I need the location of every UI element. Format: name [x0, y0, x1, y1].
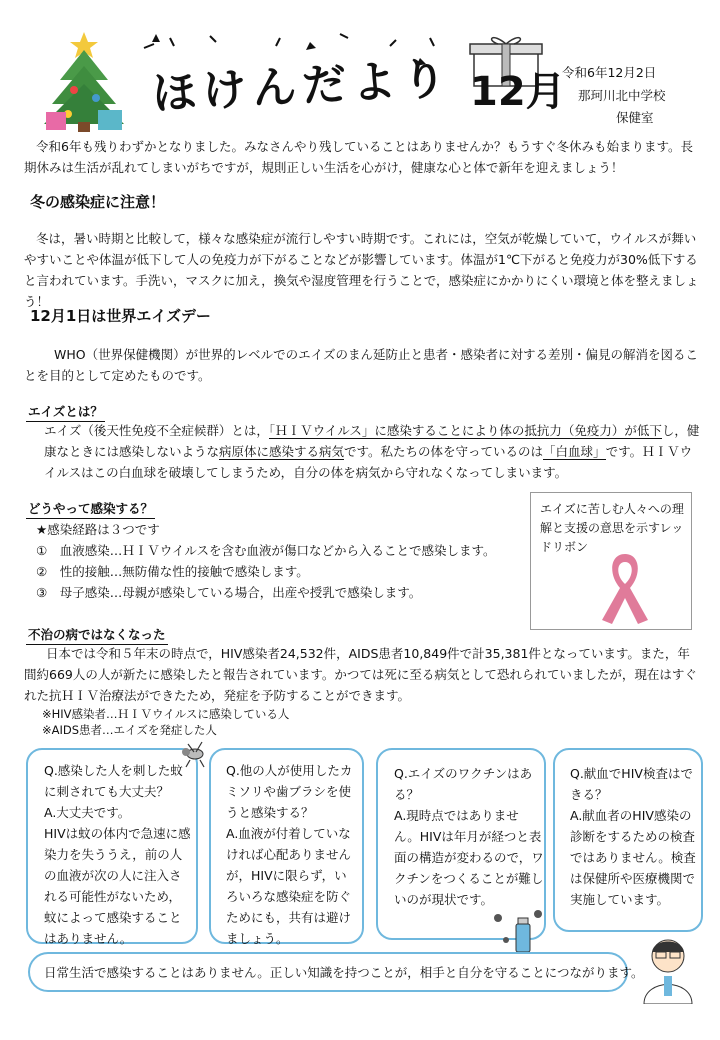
winter-paragraph: 冬は，暑い時期と比較して，様々な感染症が流行しやすい時期です。これには，空気が乾燥していて，ウイルスが舞いやすいことや体温が低下して人の免疫力が下がることなどが影響しています。体温が1℃下がると免疫力が30%低下すると言われています。手洗い，マスクに加え，換気や湿度管理を行うことで，感染症にかかりにくい環境と体を整えましょう！ [24, 231, 699, 309]
qa-text: Q.献血でHIV検査はできる？ A.献血者のHIV感染の診断をするための検査ではありません。検査は保健所や医療機関で実施しています。 [570, 766, 696, 907]
underlined-text: 「ＨＩＶウイルス」に感染することにより体の抵抗力（免疫力）が低下 [268, 423, 662, 438]
transmission-heading: どうやって感染する？ [26, 499, 155, 519]
list-item: ★感染経路は３つです [36, 522, 160, 537]
text-segment: し，健康なときには感染しないような [44, 423, 700, 459]
footnote-hiv: ※HIV感染者…ＨＩＶウイルスに感染している人 [42, 707, 290, 721]
list-item: ② 性的接触…無防備な性的接触で感染します。 [36, 564, 309, 579]
month-label: 12月 [470, 69, 566, 115]
footer-message: 日常生活で感染することはありません。正しい知識を持つことが，相手と自分を守ることにつながります。 [44, 965, 644, 980]
text-segment: です。ＨＩＶウイルスはこの白血球を破壊してしまうため，自分の体を病気から守れなくなってしまいます。 [44, 444, 693, 480]
not-incurable-paragraph: 日本では令和５年末の時点で，HIV感染者24,532件，AIDS患者10,849件で計35,381件となっています。また，年間約669人の人が新たに感染したと報告されています。かつては死に至る病気として恐れられていましたが，現在はすぐれた抗ＨＩＶ治療法ができたため，発症を予防することができます。 [24, 646, 697, 703]
qa-text: Q.他の人が使用したカミソリや歯ブラシを使うと感染する？ A.血液が付着していなければ心配ありませんが，HIVに限らず，いろいろな感染症を防ぐためにも，共有は避けましょう。 [226, 763, 353, 946]
red-ribbon-icon [590, 548, 660, 626]
qa-text: Q.感染した人を刺した蚊に刺されても大丈夫？ A.大丈夫です。 HIVは蚊の体内で急速に感染力を失ううえ，前の人の血液が次の人に注入される可能性がないため，蚊によって感染することはありません。 [44, 763, 191, 946]
publisher-office: 保健室 [616, 110, 654, 125]
doctor-icon [636, 934, 700, 1004]
not-incurable-heading: 不治の病ではなくなった [26, 625, 168, 645]
what-is-aids-paragraph [44, 420, 700, 483]
what-is-aids-heading: エイズとは？ [26, 402, 105, 422]
list-item: ③ 母子感染…母親が感染している場合，出産や授乳で感染します。 [36, 585, 422, 600]
aids-day-heading: 12月1日は世界エイズデー [30, 307, 211, 325]
list-item: ① 血液感染…ＨＩＶウイルスを含む血液が傷口などから入ることで感染します。 [36, 543, 496, 558]
newsletter-title: ほけんだより [151, 53, 454, 120]
christmas-tree-icon [38, 28, 130, 132]
qa-text: Q.エイズのワクチンはある？ A.現時点ではありません。HIVは年月が経つと表面の構造が変わるので，ワクチンをつくることが難しいのが現状です。 [394, 766, 544, 907]
transmission-list [36, 519, 536, 603]
underlined-text: 病原体に感染する病気 [219, 444, 345, 459]
issue-date: 令和6年12月2日 [562, 65, 657, 80]
red-ribbon-caption: エイズに苦しむ人々への理解と支援の意思を示すレッドリボン [540, 502, 684, 554]
winter-heading: 冬の感染症に注意！ [30, 193, 166, 211]
school-name: 那珂川北中学校 [578, 88, 666, 103]
mosquito-icon [178, 738, 212, 768]
text-segment: です。私たちの体を守っているのは [344, 444, 544, 459]
footnote-aids: ※AIDS患者…エイズを発症した人 [42, 723, 217, 737]
underlined-text: 「白血球」 [543, 444, 606, 459]
intro-paragraph: 令和6年も残りわずかとなりました。みなさんやり残していることはありませんか？もうすぐ冬休みも始まります。長期休みは生活が乱れてしまいがちですが，規則正しい生活を心がけ，健康な心と体で新年を迎えましょう！ [24, 139, 693, 175]
vaccine-vial-icon [490, 906, 546, 956]
who-paragraph: WHO（世界保健機関）が世界的レベルでのエイズのまん延防止と患者・感染者に対する差別・偏見の解消を図ることを目的として定めたものです。 [24, 347, 698, 383]
text-segment: エイズ（後天性免疫不全症候群）とは， [44, 423, 269, 438]
